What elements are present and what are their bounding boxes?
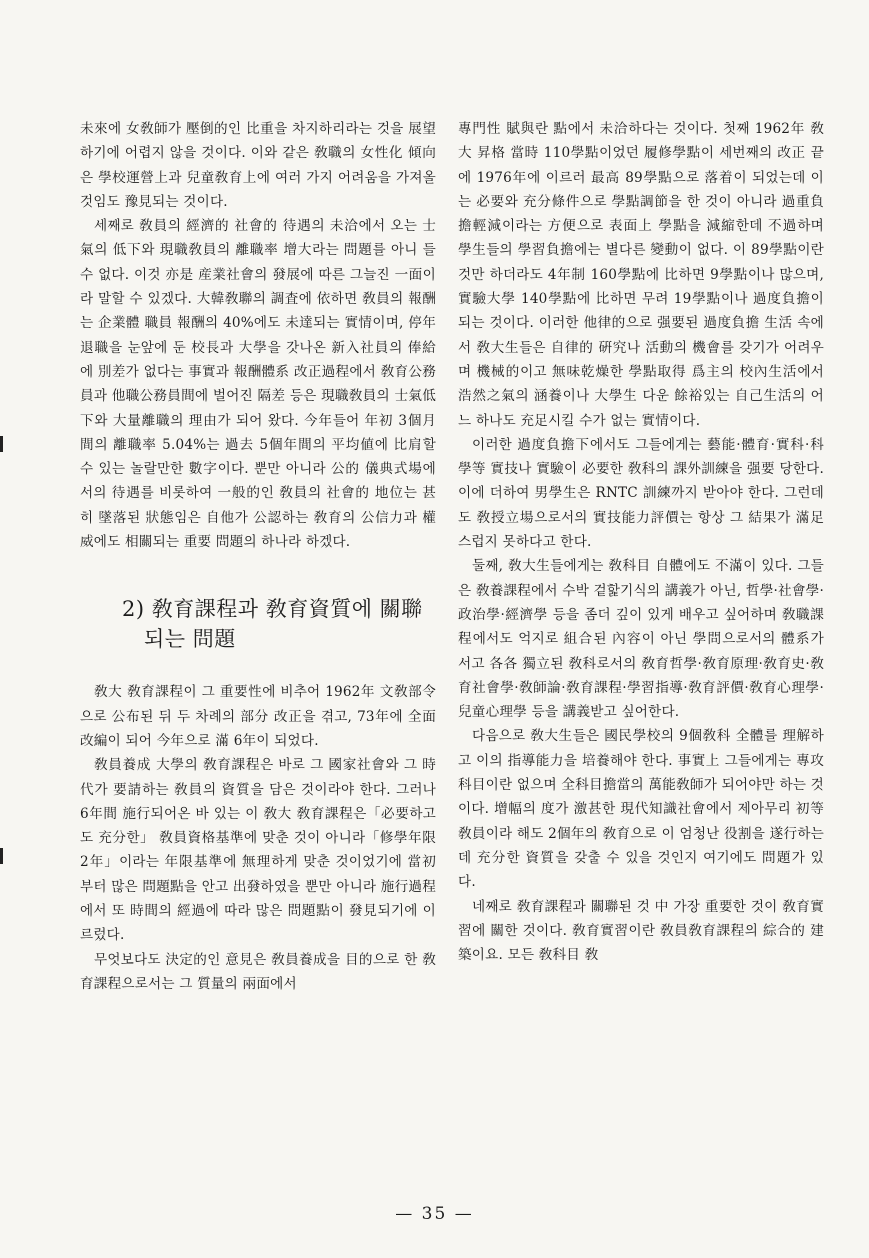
body-paragraph: 이러한 過度負擔下에서도 그들에게는 藝能·體育·實科·科學等 實技나 實驗이 必要한 敎科의 課外訓練을 强要 당한다. 이에 더하여 男學生은 RNTC 訓練까지 받아야 한다. 그런데도 敎授立場으로서의 實技能力評價는 항상 그 結果가 滿足스럽지 못하다고 한다.: [458, 436, 824, 551]
left-column: [80, 117, 436, 996]
body-paragraph: 둘째, 敎大生들에게는 敎科目 自體에도 不滿이 있다. 그들은 敎養課程에서 수박 겉핥기식의 講義가 아닌, 哲學·社會學·政治學·經濟學 등을 좀더 깊이 있게 배우고 싶어하며 敎職課程에서도 억지로 組合된 內容이 아닌 學問으로서의 體系가 서고 各各 獨立된 敎科로서의 敎育哲學·敎育原理·敎育史·敎育社會學·敎師論·敎育課程·學習指導·敎育評價·敎育心理學·兒童心理學 등을 講義받고 싶어한다.: [458, 558, 824, 721]
scan-edge-mark: [0, 848, 3, 864]
body-paragraph: 무엇보다도 決定的인 意見은 敎員養成을 目的으로 한 敎育課程으로서는 그 質量의 兩面에서: [80, 951, 436, 992]
body-paragraph: 未來에 女敎師가 壓倒的인 比重을 차지하리라는 것을 展望하기에 어렵지 않을 것이다. 이와 같은 敎職의 女性化 傾向은 學校運營上과 兒童敎育上에 여러 가지 어려움을 가져올 것임도 豫見되는 것이다.: [80, 121, 436, 210]
right-column: [458, 117, 824, 967]
body-paragraph: 敎大 敎育課程이 그 重要性에 비추어 1962年 文敎部令으로 公布된 뒤 두 차례의 部分 改正을 겪고, 73年에 全面 改編이 되어 今年으로 滿 6年이 되었다.: [80, 684, 436, 749]
page-number: — 35 —: [395, 1204, 474, 1224]
scan-edge-mark: [0, 436, 3, 452]
section-heading: [80, 594, 436, 654]
body-paragraph: 專門性 賦與란 點에서 未洽하다는 것이다. 첫째 1962年 敎大 昇格 當時 110學點이었던 履修學點이 세번째의 改正 끝에 1976年에 이르러 最高 89學點으로 落着이 되었는데 이는 必要와 充分條件으로 學點調節을 한 것이 아니라 過重負擔輕減이라는 方便으로 表面上 學點을 減縮한데 不過하며 學生들의 學習負擔에는 별다른 變動이 없다. 이 89學點이란 것만 하더라도 4年制 160學點에 比하면 9學點이나 많으며, 實驗大學 140學點에 比하면 무려 19學點이나 過度負擔이 되는 것이다. 이러한 他律的으로 强要된 過度負擔 生活 속에서 敎大生들은 自律的 硏究나 活動의 機會를 갖기가 어려우며 機械的이고 無味乾燥한 學點取得 爲主의 校內生活에서 浩然之氣의 涵養이나 大學生 다운 餘裕있는 自己生活의 어느 하나도 充足시킬 수가 없는 實情이다.: [458, 121, 824, 429]
section-heading-line1: 2) 敎育課程과 敎育資質에 關聯: [122, 597, 423, 622]
body-paragraph: 다음으로 敎大生들은 國民學校의 9個敎科 全體를 理解하고 이의 指導能力을 培養해야 한다. 事實上 그들에게는 專攻科目이란 없으며 全科目擔當의 萬能敎師가 되어야만 하는 것이다. 增幅의 度가 激甚한 現代知識社會에서 제아무리 初等敎員이라 해도 2個年의 敎育으로 이 엄청난 役割을 遂行하는데 充分한 資質을 갖출 수 있을 것인지 여기에도 問題가 있다.: [458, 728, 824, 891]
body-paragraph: 敎員養成 大學의 敎育課程은 바로 그 國家社會와 그 時代가 要請하는 敎員의 資質을 담은 것이라야 한다. 그러나 6年間 施行되어온 바 있는 이 敎大 敎育課程은「必要하고도 充分한」 敎員資格基準에 맞춘 것이 아니라「修學年限 2年」이라는 年限基準에 無理하게 맞춘 것이었기에 當初부터 많은 問題點을 안고 出發하였을 뿐만 아니라 施行過程에서 또 時間의 經過에 따라 많은 問題點이 發見되기에 이르렀다.: [80, 757, 436, 944]
section-heading-line2: 되는 問題: [144, 627, 236, 652]
body-paragraph: 세째로 敎員의 經濟的 社會的 待遇의 未洽에서 오는 士氣의 低下와 現職敎員의 離職率 增大라는 問題를 아니 들 수 없다. 이것 亦是 産業社會의 發展에 따른 그늘진 一面이라 말할 수 있겠다. 大韓敎聯의 調査에 依하면 敎員의 報酬는 企業體 職員 報酬의 40%에도 未達되는 實情이며, 停年退職을 눈앞에 둔 校長과 大學을 갓나온 新入社員의 俸給에 別差가 없다는 事實과 報酬體系 改正過程에서 敎育公務員과 他職公務員間에 벌어진 隔差 등은 現職敎員의 士氣低下와 大量離職의 理由가 되어 왔다. 今年들어 年初 3個月間의 離職率 5.04%는 過去 5個年間의 平均値에 比肩할 수 있는 놀랄만한 數字이다. 뿐만 아니라 公的 儀典式場에서의 待遇를 비롯하여 一般的인 敎員의 社會的 地位는 甚히 墜落된 狀態임은 自他가 公認하는 敎育의 公信力과 權威에도 相關되는 重要 問題의 하나라 하겠다.: [80, 218, 436, 551]
body-paragraph: 네째로 敎育課程과 關聯된 것 中 가장 重要한 것이 敎育實習에 關한 것이다. 敎育實習이란 敎員敎育課程의 綜合的 建築이요. 모든 敎科目 敎: [458, 898, 824, 964]
